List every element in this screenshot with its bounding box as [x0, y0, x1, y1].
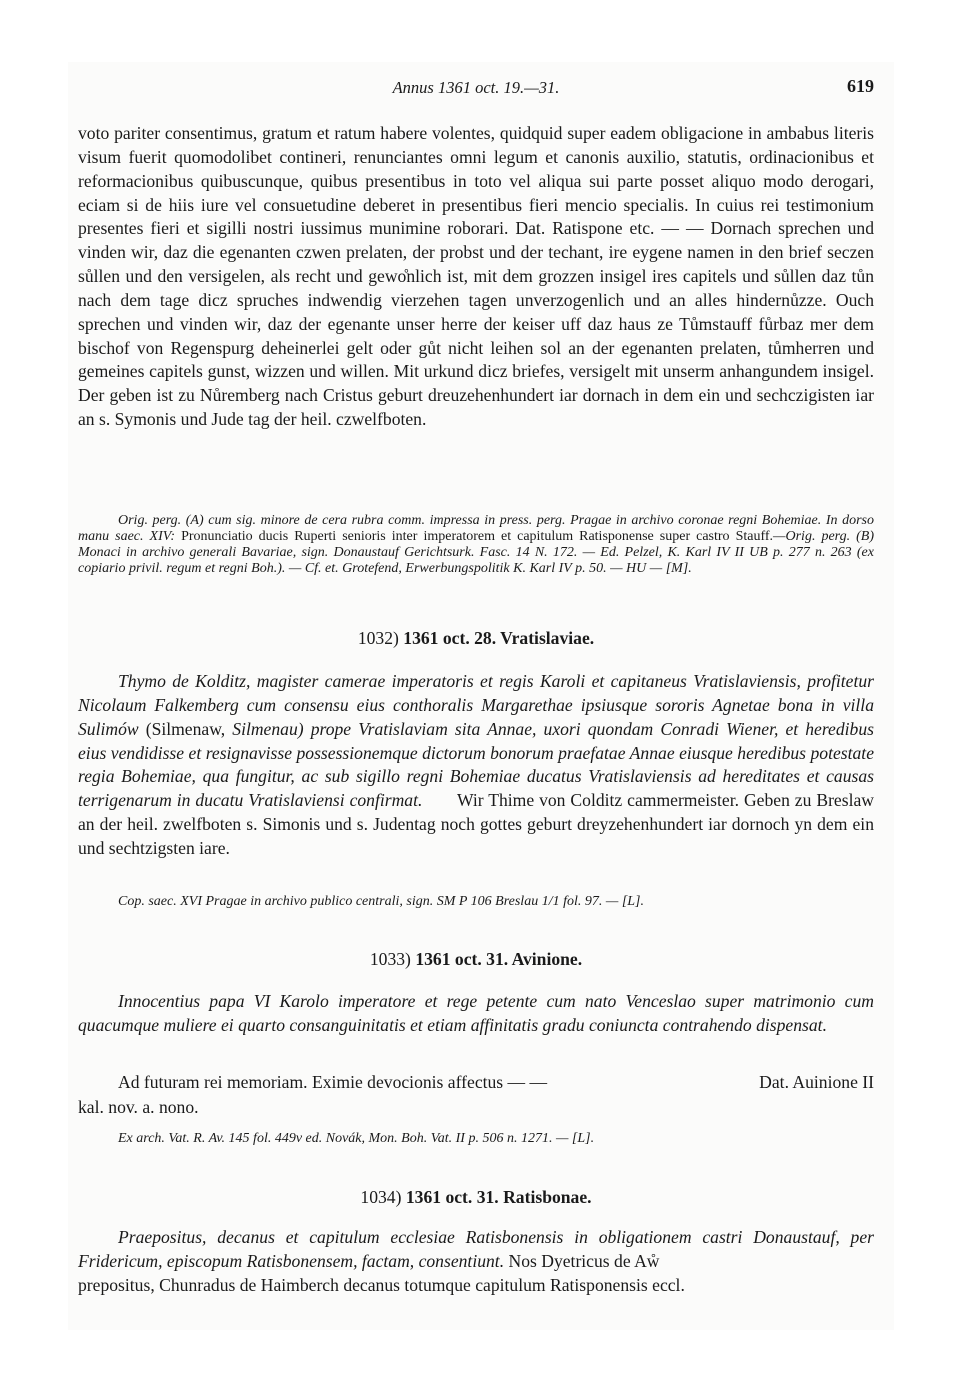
source-b: —Orig. perg. (B) Monaci in archivo generali Bavariae, sign. Donaustauf Gerichtsurk. Fasc. 14 N. 172. — Ed. Pelzel, K. Karl IV II UB p. 277 n. 263 (ex copiario privil. regum et regni Boh.). — Cf. et. Grotefend, Erwerbungspolitik K. Karl IV p. 50. — HU — [M].: [78, 529, 874, 576]
doc-1033-heading: [78, 949, 874, 970]
charter-text: Nos Dyetricus de Aẘ: [504, 1250, 660, 1271]
doc-1034-heading: [78, 1187, 874, 1208]
doc-1033-regest: Innocentius papa VI Karolo imperatore et rege petente cum nato Venceslao super matrimonio cum quacumque muliere ei quarto consanguinitatis et etiam affinitatis gradu coniuncta contrahendo dispensat.: [78, 991, 874, 1035]
regest: Praepositus, decanus et capitulum ecclesiae Ratisbonensis in obligationem castri Donaustauf, per Fridericum, episcopum Ratisbonensem, factam, consentiunt.: [78, 1227, 874, 1271]
doc-1033-dating-cont: kal. nov. a. nono.: [78, 1097, 199, 1117]
doc-1032-regest-and-text: [78, 670, 874, 861]
doc-date: 1361 oct. 31. Avinione.: [415, 949, 583, 969]
doc-1032-heading: [78, 628, 874, 649]
doc-1034-regest-and-text: [78, 1226, 874, 1274]
doc-1034-text-cont: prepositus, Chunradus de Haimberch decanus totumque capitulum Ratisponensis eccl.: [78, 1275, 685, 1295]
regest: Thymo de Kolditz, magister camerae imperatoris et regis Karoli et capitaneus Vratislaviensis, profitetur Nicolaum Falkemberg cum consensu eius conthoralis Margarethae ipsiusque sororis Agnetae bona in villa Sulimów: [78, 671, 874, 739]
doc-number: 1033): [369, 949, 411, 969]
regest-continued: Silmenau) prope Vratislaviam sita Annae, uxori quondam Conradi Wiener, et heredibus eius vendidisse et resignavisse possessionemque dictorum bonorum praefatae Annae eiusque heredibus potestate regia Bohemiae, qua fungitur, ac sub sigillo regni Bohemiae ducatus Vratislaviensis ad hereditates et causas terrigenarum in ducatu Vratislaviensi confirmat.: [78, 718, 874, 811]
doc-number: 1032): [357, 628, 399, 648]
charter-text: Wir Thime von Colditz cammermeister. Geben zu Breslaw an der heil. zwelfboten s. Simonis und s. Judentag noch gottes geburt dreyzehenhundert iar dornoch yn dem ein und sechtzigsten iare.: [78, 790, 874, 858]
doc-1031-source-note: [78, 513, 874, 577]
doc-number: 1034): [360, 1187, 402, 1207]
doc-1032-source-note: Cop. saec. XVI Pragae in archivo publico centrali, sign. SM P 106 Breslau 1/1 fol. 97. — [L].: [118, 894, 644, 909]
incipit: Ad futuram rei memoriam. Eximie devocionis affectus — —: [118, 1072, 548, 1092]
running-header: [78, 76, 874, 102]
doc-1033-dating: Dat. Auinione II: [759, 1072, 874, 1092]
doc-date: 1361 oct. 28. Vratislaviae.: [403, 628, 595, 648]
dorsal-note: Pronunciatio ducis Ruperti senioris inter imperatorem et capitulum Ratisponense super castro Stauff.: [175, 529, 774, 544]
regest-upright: (Silmenaw,: [138, 718, 233, 739]
doc-1033-incipit: [78, 1071, 874, 1095]
running-title: Annus 1361 oct. 19.—31.: [392, 78, 560, 97]
doc-date: 1361 oct. 31. Ratisbonae.: [405, 1187, 592, 1207]
doc-1033-source-note: Ex arch. Vat. R. Av. 145 fol. 449v ed. Novák, Mon. Boh. Vat. II p. 506 n. 1271. — [L].: [118, 1131, 595, 1146]
page-number: 619: [847, 76, 874, 96]
source-a: Orig. perg. (A) cum sig. minore de cera rubra comm. impressa in press. perg. Pragae in archivo coronae regni Bohemiae. In dorso manu saec. XIV:: [78, 513, 874, 544]
doc-1031-body: voto pariter consentimus, gratum et ratum habere volentes, quidquid super eadem obligacione in ambabus literis visum fuerit quomodolibet contineri, renunciantes omni legum et canonis auxilio, statutis, ordinacionibus et reformacionibus quibuscunque, quibus presentibus in toto vel aliqua sui parte posset aliquo modo derogari, eciam si de hiis iure vel consuetudine deberet in presentibus fieri mencio specialis. In cuius rei testimonium presentes fieri et sigilli nostri iussimus munimine roborari. Dat. Ratispone etc. — — Dornach sprechen und vinden wir, daz die egenanten czwen prelaten, der probst und der techant, ire eygene namen in den brief seczen sůllen und den versigelen, als recht und gewo̊nlich ist, mit dem grozzen insigel ires capitels und sůllen daz tůn nach dem tage dicz spruches indwendig vierzehen tagen unverzogenlich und an alles hindernůzze. Ouch sprechen und vinden wir, daz der egenante unser herre der keiser uff daz haus ze Tůmstauff fůrbaz mer dem bischof von Regenspurg deheinerlei gelt oder gůt nicht leihen sol an der egenanten prelaten, tůmherren und gemeines capitels gunst, wizzen und willen. Mit urkund dicz briefes, versigelt mit unserm anhangundem insigel. Der geben ist zu Nůremberg nach Cristus geburt dreuzehenhundert iar dornach in dem ein und sechczigisten iar an s. Symonis und Jude tag der heil. czwelfboten.: [78, 123, 874, 430]
